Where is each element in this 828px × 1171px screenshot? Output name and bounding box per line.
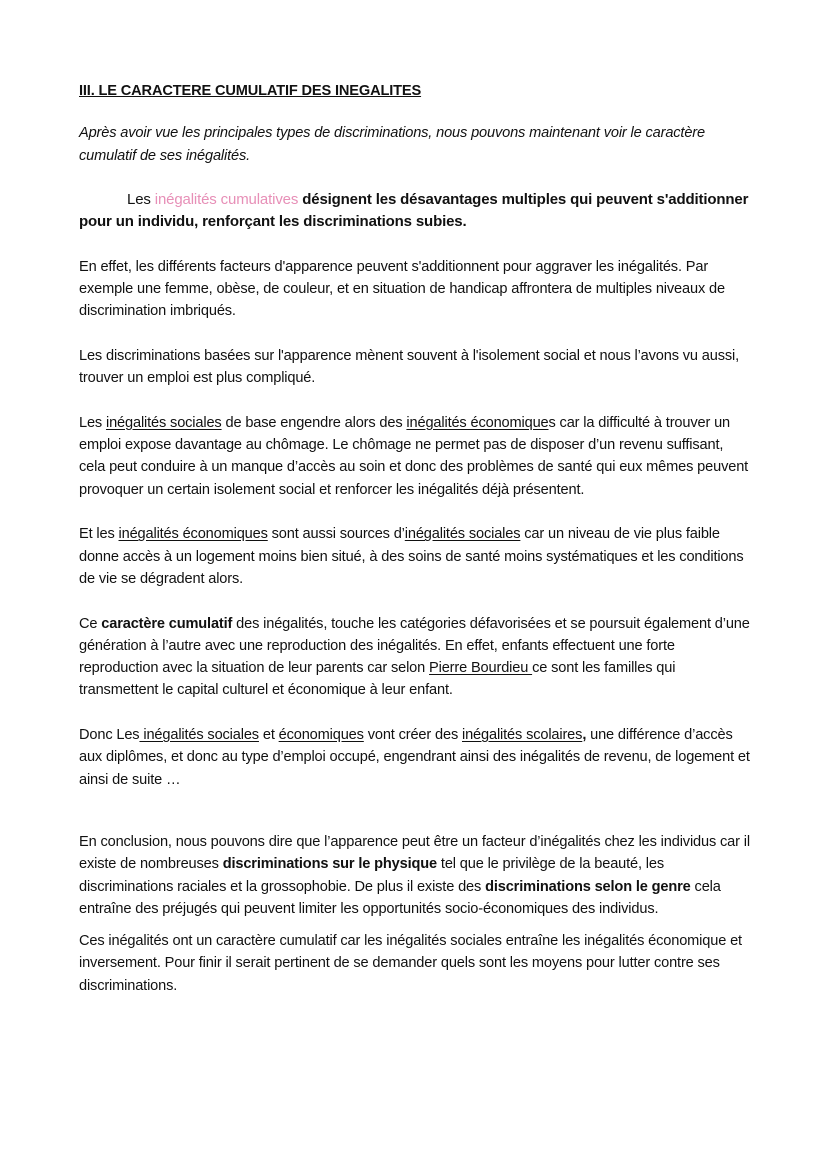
paragraph [79, 523, 751, 590]
paragraph [79, 345, 751, 390]
text-run: cela entraîne des préjugés qui peuvent limiter les opportunités socio-économiques des individus. [79, 878, 721, 917]
definition-paragraph [79, 189, 751, 234]
underlined-term: inégalités économique [406, 414, 549, 431]
underlined-term: inégalités sociales [404, 526, 521, 543]
text-run: ce sont les familles qui transmettent le capital culturel et économique à leur enfant. [79, 660, 676, 699]
text-run: Les [127, 191, 155, 209]
underlined-term: économiques [278, 727, 364, 744]
underlined-term: Pierre Bourdieu [429, 660, 533, 677]
paragraph [79, 613, 751, 702]
text-run: Et les [79, 526, 119, 543]
text-run: car un niveau de vie plus faible donne accès à un logement moins bien situé, à des soins de santé moins systématiques et les conditions de vie se dégradent alors. [79, 526, 744, 587]
text-run: vont créer des [363, 727, 462, 744]
underlined-term: inégalités scolaires [462, 727, 583, 744]
text-run: En conclusion, nous pouvons dire que l’apparence peut être un facteur d’inégalités chez les individus car il existe de nombreuses [79, 833, 750, 873]
bold-text: désignent les désavantages multiples qui peuvent s'additionner pour un individu, renforçant les discriminations subies. [79, 191, 749, 231]
underlined-term: inégalités sociales [139, 727, 259, 744]
underlined-term: inégalités économiques [118, 526, 268, 543]
text-run: une différence d’accès aux diplômes, et donc au type d’emploi occupé, engendrant ainsi des inégalités de revenu, de logement et ainsi de suite … [79, 727, 750, 788]
document-page [79, 80, 751, 1019]
text-run: sont aussi sources d’ [267, 526, 405, 543]
text-run: Après avoir vue les principales types de discriminations, nous pouvons maintenant voir le caractère cumulatif de ses inégalités. [79, 125, 705, 164]
intro-paragraph [79, 122, 751, 167]
text-run: des inégalités, touche les catégories défavorisées et se poursuit également d’une génération à l’autre avec une reproduction des inégalités. En effet, enfants effectuent une forte reproduction avec la situation de leur parents car selon [79, 615, 750, 677]
text-run: Ces inégalités ont un caractère cumulatif car les inégalités sociales entraîne les inégalités économique et inversement. Pour finir il serait pertinent de se demander quels sont les moyens pour lutter contre ses discriminations. [79, 933, 742, 994]
text-run: Ce [79, 615, 102, 632]
text-run: tel que le privilège de la beauté, les discriminations raciales et la grossophobie. De plus il existe des [79, 856, 665, 895]
paragraph [79, 412, 751, 501]
text-run: et [258, 727, 279, 744]
highlighted-term: inégalités cumulatives [154, 191, 299, 209]
document-body [79, 122, 751, 997]
text-run: En effet, les différents facteurs d'apparence peuvent s'additionnent pour aggraver les inégalités. Par exemple une femme, obèse, de couleur, et en situation de handicap affrontera de multiples niveaux de discrimination imbriqués. [79, 258, 725, 320]
paragraph [79, 724, 751, 791]
section-title: III. LE CARACTERE CUMULATIF DES INEGALITES [79, 83, 422, 99]
bold-text: discriminations sur le physique [222, 856, 438, 873]
paragraph [79, 256, 751, 323]
text-run: s car la difficulté à trouver un emploi expose davantage au chômage. Le chômage ne permet pas de disposer d’un revenu suffisant, cela peut conduire à un manque d’accès au soin et donc des problèmes de santé qui eux mêmes peuvent provoquer un certain isolement social et renforcer les inégalités déjà présentent. [79, 414, 749, 498]
bold-text: discriminations selon le genre [485, 878, 691, 895]
text-run: Donc Les [79, 727, 140, 744]
paragraph [79, 930, 751, 997]
paragraph [79, 831, 751, 920]
text-run: de base engendre alors des [221, 414, 407, 431]
bold-text: , [582, 727, 587, 744]
text-run: Les [79, 414, 106, 431]
text-run: Les discriminations basées sur l'apparence mènent souvent à l'isolement social et nous l’avons vu aussi, trouver un emploi est plus compliqué. [79, 347, 740, 387]
underlined-term: inégalités sociales [105, 414, 222, 431]
bold-text: caractère cumulatif [101, 615, 233, 632]
